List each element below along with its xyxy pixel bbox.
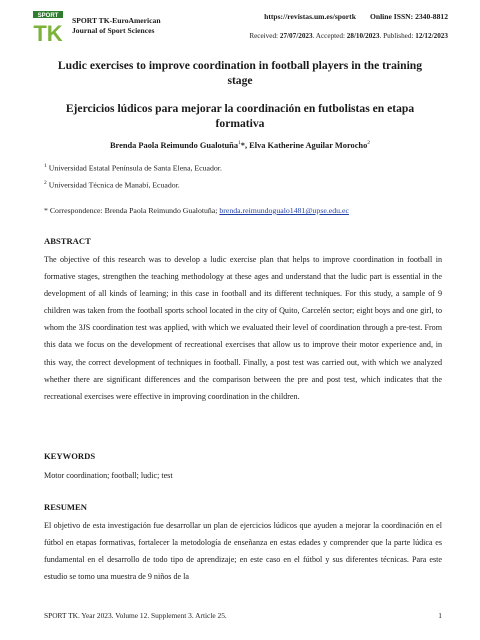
correspondence-email-link[interactable]: brenda.reimundogualo1481@upse.edu.ec xyxy=(219,206,349,215)
affiliation-2-number: 2 xyxy=(44,180,47,186)
affiliation-1-number: 1 xyxy=(44,163,47,169)
received-label: Received: xyxy=(249,32,280,40)
journal-name xyxy=(72,16,161,36)
journal-line-2: Journal of Sport Sciences xyxy=(72,26,155,35)
keywords-heading: KEYWORDS xyxy=(44,451,96,461)
correspondence xyxy=(44,206,349,215)
article-dates xyxy=(249,32,448,40)
affiliation-1-text: Universidad Estatal Península de Santa Elena, Ecuador. xyxy=(48,163,222,173)
resumen-heading: RESUMEN xyxy=(44,502,87,512)
footer-citation: SPORT TK. Year 2023. Volume 12. Supplement 3. Article 25. xyxy=(44,611,227,620)
journal-logo xyxy=(31,10,65,46)
corresponding-mark: * xyxy=(240,140,245,150)
page-number: 1 xyxy=(438,611,442,620)
author-1: Brenda Paola Reimundo Gualotuña xyxy=(109,140,239,150)
author-separator: , xyxy=(244,140,250,150)
svg-text:SPORT: SPORT xyxy=(37,13,59,19)
title-spanish: Ejercicios lúdicos para mejorar la coordinación en futbolistas en etapa formativa xyxy=(65,102,415,130)
abstract-heading: ABSTRACT xyxy=(44,236,91,246)
author-1-affiliation: 1 xyxy=(238,140,241,146)
resumen-text: El objetivo de esta investigación fue desarrollar un plan de ejercicios lúdicos que ayuden a mejorar la coordinación en el fútbol en etapas formativas, fortalecer la metodología de enseñanza en estas edades y comprender que la parte lúdica es fundamental en el desarrollo de todo tipo de aprendizaje; en este caso en el fútbol y sus diferentes técnicas. Para este estudio se tomo una muestra de 9 niños de la xyxy=(44,521,442,582)
abstract-text: The objective of this research was to develop a ludic exercise plan that helps to improve coordination in football in formative stages, strengthen the teaching methodology at these ages and understand that the ludic part is essential in the development of all kinds of learning; in this case in football and its different techniques. For this study, a sample of 9 children was taken from the football sports school located in the city of Quito, Carcelén sector; eight boys and one girl, to whom the 3JS coordination test was applied, with which we evaluated their level of coordination through a pre-test. From this data we focus on the development of recreational exercises that allow us to improve their motor experience and, in this way, the correct development of techniques in football. Finally, a post test was carried out, with which we analyzed whether there are significant differences and the comparison between the pre and post test, which indicates that the recreational exercises were effective in improving coordination in the children. xyxy=(44,255,442,401)
affiliation-1 xyxy=(44,163,222,173)
svg-text:TK: TK xyxy=(33,21,63,46)
correspondence-label: * Correspondence: Brenda Paola Reimundo Gualotuña; xyxy=(44,206,220,215)
keywords-text: Motor coordination; football; ludic; test xyxy=(44,471,173,480)
author-list xyxy=(0,140,480,150)
author-2: Elva Katherine Aguilar Morocho xyxy=(249,140,368,150)
title-english: Ludic exercises to improve coordination in football players in the training stage xyxy=(57,59,423,87)
accepted-date: 28/10/2023 xyxy=(346,32,380,40)
issn: Online ISSN: 2340-8812 xyxy=(369,12,448,21)
received-date: 27/07/2023 xyxy=(279,32,313,40)
published-label: . Published: xyxy=(379,32,416,40)
accepted-label: . Accepted: xyxy=(312,32,347,40)
journal-line-1: SPORT TK-EuroAmerican xyxy=(72,16,161,25)
journal-meta xyxy=(250,12,448,21)
affiliation-2 xyxy=(44,180,180,190)
affiliation-2-text: Universidad Técnica de Manabí, Ecuador. xyxy=(48,180,180,190)
author-2-affiliation: 2 xyxy=(367,140,371,146)
published-date: 12/12/2023 xyxy=(415,32,448,40)
journal-url[interactable]: https://revistas.um.es/sportk xyxy=(264,12,356,21)
